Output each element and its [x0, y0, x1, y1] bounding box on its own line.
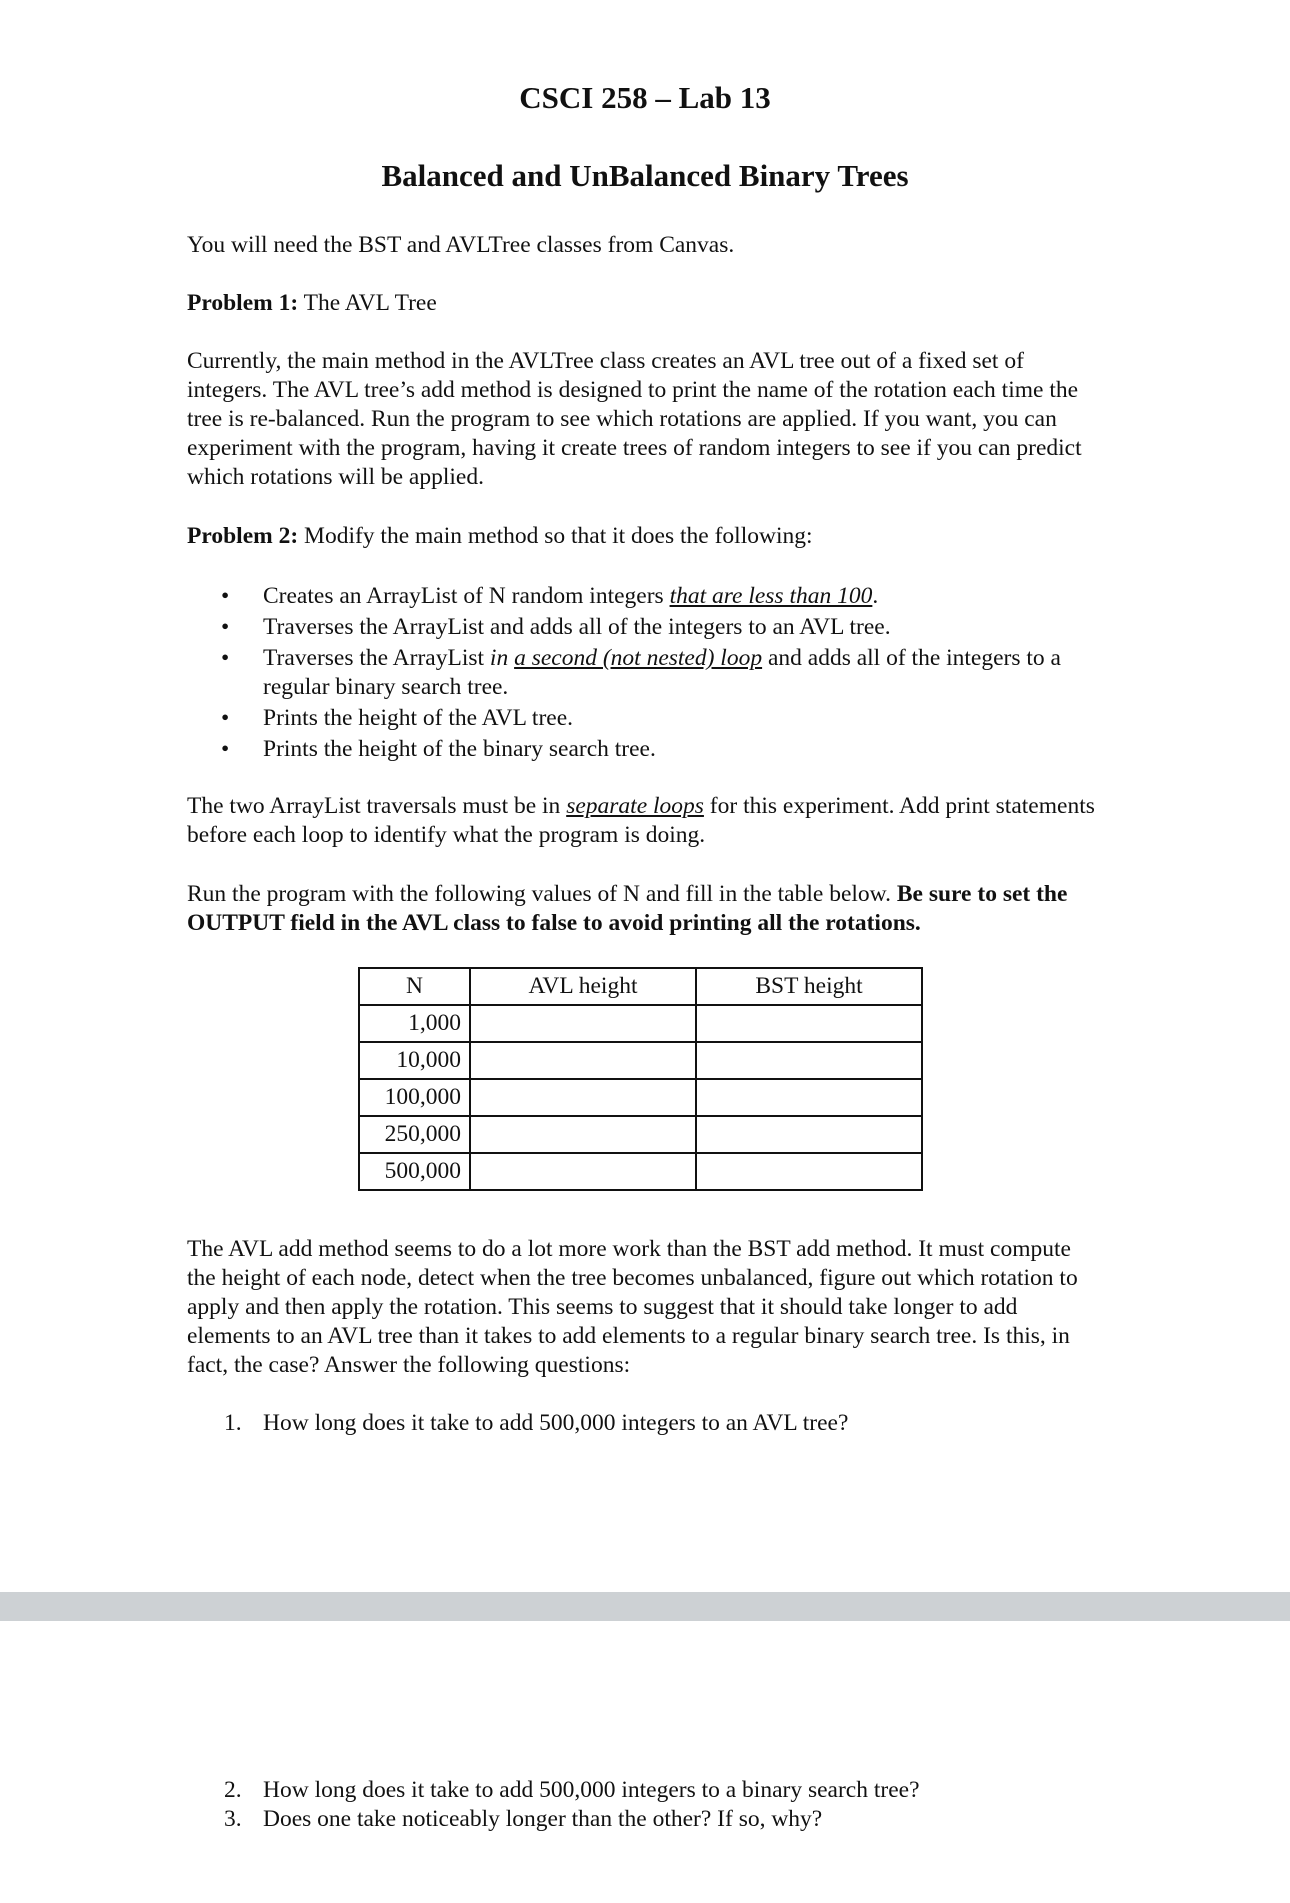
table-row	[359, 1005, 922, 1042]
page-break-band	[0, 1592, 1290, 1621]
table-row	[359, 1042, 922, 1079]
n-value: 500,000	[359, 1153, 470, 1190]
emphasis-text: separate loops	[566, 793, 704, 819]
question-item: 2. How long does it take to add 500,000 integers to a binary search tree?	[224, 1777, 920, 1803]
bullet-item: • Creates an ArrayList of N random integers that are less than 100.	[187, 582, 1097, 611]
bst-height-cell[interactable]	[696, 1042, 922, 1079]
task-bullet-list	[187, 582, 1097, 766]
question-item: 1. How long does it take to add 500,000 integers to an AVL tree?	[224, 1410, 849, 1436]
header-avl-height: AVL height	[470, 968, 696, 1005]
question-list-top	[187, 1409, 1097, 1438]
problem1-body: Currently, the main method in the AVLTree class creates an AVL tree out of a fixed set of integers. The AVL tree’s add method is designed to print the name of the rotation each time the tree is re-balanced. Run the program to see which rotations are applied. If you want, you can experiment with the program, having it create trees of random integers to see if you can predict which rotations will be applied.	[187, 348, 1082, 490]
discussion-paragraph: The AVL add method seems to do a lot more work than the BST add method. It must compute the height of each node, detect when the tree becomes unbalanced, figure out which rotation to apply and then apply the rotation. This seems to suggest that it should take longer to add elements to an AVL tree than it takes to add elements to a regular binary search tree. Is this, in fact, the case? Answer the following questions:	[187, 1236, 1078, 1378]
problem2-heading	[187, 522, 1097, 551]
table-row	[359, 1079, 922, 1116]
header-n: N	[359, 968, 470, 1005]
run-instructions-paragraph: Run the program with the following values of N and fill in the table below. Be sure to set the OUTPUT field in the AVL class to false to avoid printing all the rotations.	[187, 881, 1068, 936]
problem1-label: Problem 1:	[187, 290, 299, 316]
page-subtitle: Balanced and UnBalanced Binary Trees	[381, 158, 909, 193]
question-item: 3. Does one take noticeably longer than the other? If so, why?	[224, 1806, 823, 1832]
question-list-bottom	[187, 1776, 1097, 1834]
problem2-title: Modify the main method so that it does the following:	[298, 523, 813, 549]
intro-text: You will need the BST and AVLTree classes from Canvas.	[187, 232, 735, 258]
bst-height-cell[interactable]	[696, 1079, 922, 1116]
avl-height-cell[interactable]	[470, 1005, 696, 1042]
avl-height-cell[interactable]	[470, 1153, 696, 1190]
table-header-row	[359, 968, 922, 1005]
problem2-label: Problem 2:	[187, 523, 299, 549]
emphasis-text: that are less than 100	[669, 583, 873, 609]
output-warning: Be sure to set the OUTPUT field in the AVL class to false to avoid printing all the rotations.	[187, 881, 1068, 936]
n-value: 250,000	[359, 1116, 470, 1153]
emphasis-text: a second (not nested) loop	[514, 645, 763, 671]
bst-height-cell[interactable]	[696, 1116, 922, 1153]
problem1-title: The AVL Tree	[298, 290, 437, 316]
n-value: 100,000	[359, 1079, 470, 1116]
problem1-heading	[187, 289, 1097, 318]
bst-height-cell[interactable]	[696, 1005, 922, 1042]
bullet-item: • Prints the height of the binary search tree.	[187, 735, 1097, 764]
table-row	[359, 1153, 922, 1190]
header-bst-height: BST height	[696, 968, 922, 1005]
bullet-item: • Traverses the ArrayList in a second (not nested) loop and adds all of the integers to a regular binary search tree.	[187, 644, 1097, 702]
n-value: 1,000	[359, 1005, 470, 1042]
separate-loops-paragraph: The two ArrayList traversals must be in separate loops for this experiment. Add print statements before each loop to identify what the program is doing.	[187, 793, 1095, 848]
bullet-item: • Prints the height of the AVL tree.	[187, 704, 1097, 733]
results-table	[358, 967, 923, 1191]
avl-height-cell[interactable]	[470, 1079, 696, 1116]
avl-height-cell[interactable]	[470, 1116, 696, 1153]
avl-height-cell[interactable]	[470, 1042, 696, 1079]
n-value: 10,000	[359, 1042, 470, 1079]
table-row	[359, 1116, 922, 1153]
page-title: CSCI 258 – Lab 13	[519, 80, 771, 115]
bullet-item: • Traverses the ArrayList and adds all of the integers to an AVL tree.	[187, 613, 1097, 642]
bst-height-cell[interactable]	[696, 1153, 922, 1190]
